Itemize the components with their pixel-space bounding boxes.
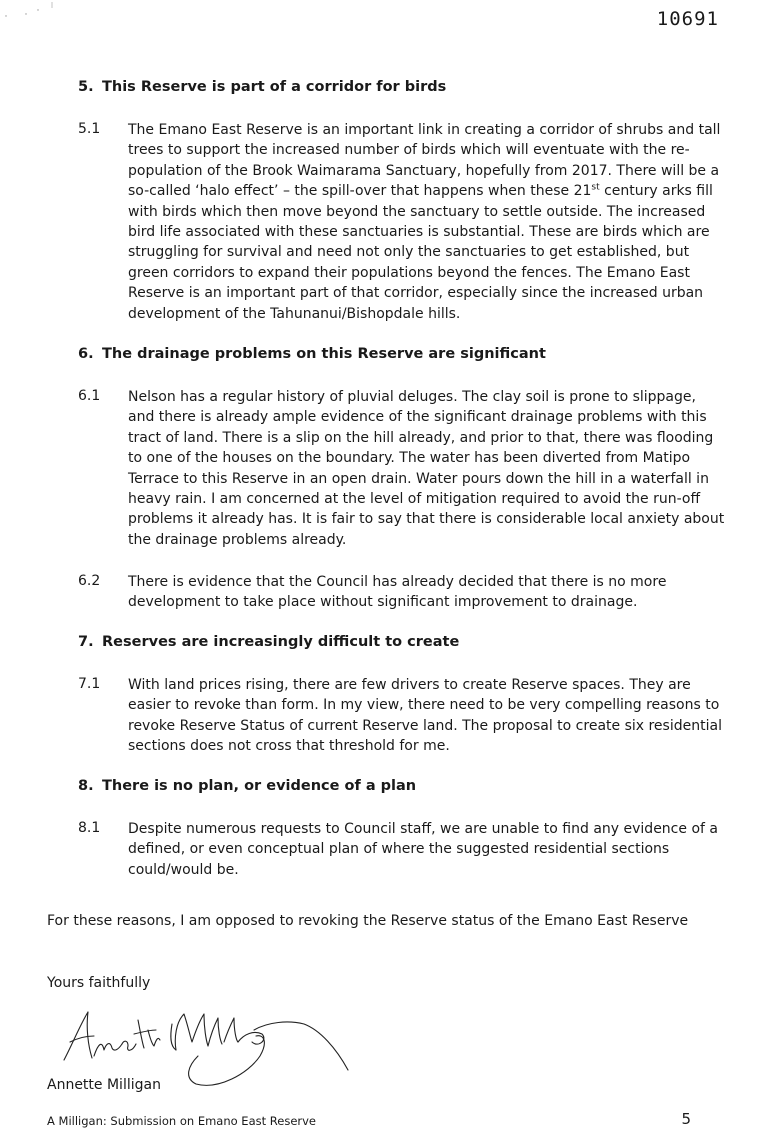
section-title: There is no plan, or evidence of a plan: [102, 778, 417, 794]
paragraph-number: 6.1: [78, 388, 101, 404]
section-number: 8.: [78, 778, 94, 794]
paragraph-number: 8.1: [78, 820, 101, 836]
text-line: Nelson has a regular history of pluvial deluges. The clay soil is prone to slippage,: [128, 389, 696, 405]
section-title: This Reserve is part of a corridor for birds: [102, 79, 447, 95]
text-line: the drainage problems already.: [128, 531, 347, 548]
text-line: trees to support the increased number of birds which will eventuate with the re-: [128, 142, 690, 159]
page-number: 5: [681, 1110, 691, 1128]
text-line: heavy rain. I am concerned at the level of mitigation required to avoid the run-off: [128, 491, 701, 508]
paragraph-text: [128, 572, 728, 613]
section-title: The drainage problems on this Reserve are significant: [102, 346, 546, 362]
section-number: 7.: [78, 634, 94, 650]
text-line: development of the Tahunanui/Bishopdale hills.: [128, 305, 461, 322]
section-heading: [78, 778, 416, 794]
text-line: green corridors to expand their populations beyond the fences. The Emano East: [128, 264, 690, 281]
text-line: development to take place without significant improvement to drainage.: [128, 594, 638, 611]
paragraph-text: [128, 387, 728, 550]
text-line: bird life associated with these sanctuaries is substantial. These are birds which are: [128, 224, 710, 241]
paragraph-number: 7.1: [78, 676, 101, 692]
section-number: 6.: [78, 346, 94, 362]
section-heading: [78, 634, 459, 650]
paragraph-text: [128, 120, 728, 324]
text-line: revoke Reserve Status of current Reserve land. The proposal to create six residential: [128, 717, 722, 734]
text-line: The Emano East Reserve is an important link in creating a corridor of shrubs and tall: [128, 122, 721, 138]
section-number: 5.: [78, 79, 94, 95]
text-line: Reserve is an important part of that corridor, especially since the increased urban: [128, 285, 704, 302]
section-title: Reserves are increasingly difficult to create: [102, 634, 460, 650]
closing-text: Yours faithfully: [47, 975, 151, 991]
text-line: tract of land. There is a slip on the hill already, and prior to that, there was flooding: [128, 429, 714, 446]
text-line: and there is already ample evidence of the significant drainage problems with this: [128, 409, 707, 426]
paragraph-number: 5.1: [78, 121, 101, 137]
section-heading: [78, 346, 546, 362]
text-line: easier to revoke than form. In my view, there need to be very compelling reasons to: [128, 697, 720, 714]
text-line: to one of the houses on the boundary. The water has been diverted from Matipo: [128, 450, 691, 467]
footer-text: A Milligan: Submission on Emano East Reserve: [47, 1114, 317, 1128]
text-line: sections does not cross that threshold for me.: [128, 738, 450, 755]
text-line: could/would be.: [128, 861, 239, 878]
text-line: With land prices rising, there are few drivers to create Reserve spaces. They are: [128, 677, 691, 693]
text-line: Despite numerous requests to Council staff, we are unable to find any evidence of a: [128, 821, 718, 837]
document-id: 10691: [656, 8, 719, 30]
text-line: so-called ‘halo effect’ – the spill-over that happens when these 21st century arks fill: [128, 182, 713, 200]
text-line: There is evidence that the Council has already decided that there is no more: [128, 574, 667, 590]
text-line: struggling for survival and need not only the sanctuaries to get established, but: [128, 244, 690, 261]
paragraph-number: 6.2: [78, 573, 101, 589]
text-line: population of the Brook Waimarama Sanctuary, hopefully from 2017. There will be a: [128, 162, 720, 179]
scan-marks: [4, 2, 64, 22]
text-line: with birds which then move beyond the sanctuary to settle outside. The increased: [128, 203, 706, 220]
paragraph-text: [128, 819, 728, 880]
text-line: Terrace to this Reserve in an open drain. Water pours down the hill in a waterfall in: [128, 470, 709, 487]
text-line: defined, or even conceptual plan of where the suggested residential sections: [128, 841, 670, 858]
section-heading: [78, 79, 446, 95]
paragraph-text: [128, 675, 728, 757]
signatory-name: Annette Milligan: [47, 1077, 161, 1093]
conclusion-text: For these reasons, I am opposed to revoking the Reserve status of the Emano East Reserve: [47, 913, 689, 929]
text-line: problems it already has. It is fair to say that there is considerable local anxiety about: [128, 511, 725, 528]
